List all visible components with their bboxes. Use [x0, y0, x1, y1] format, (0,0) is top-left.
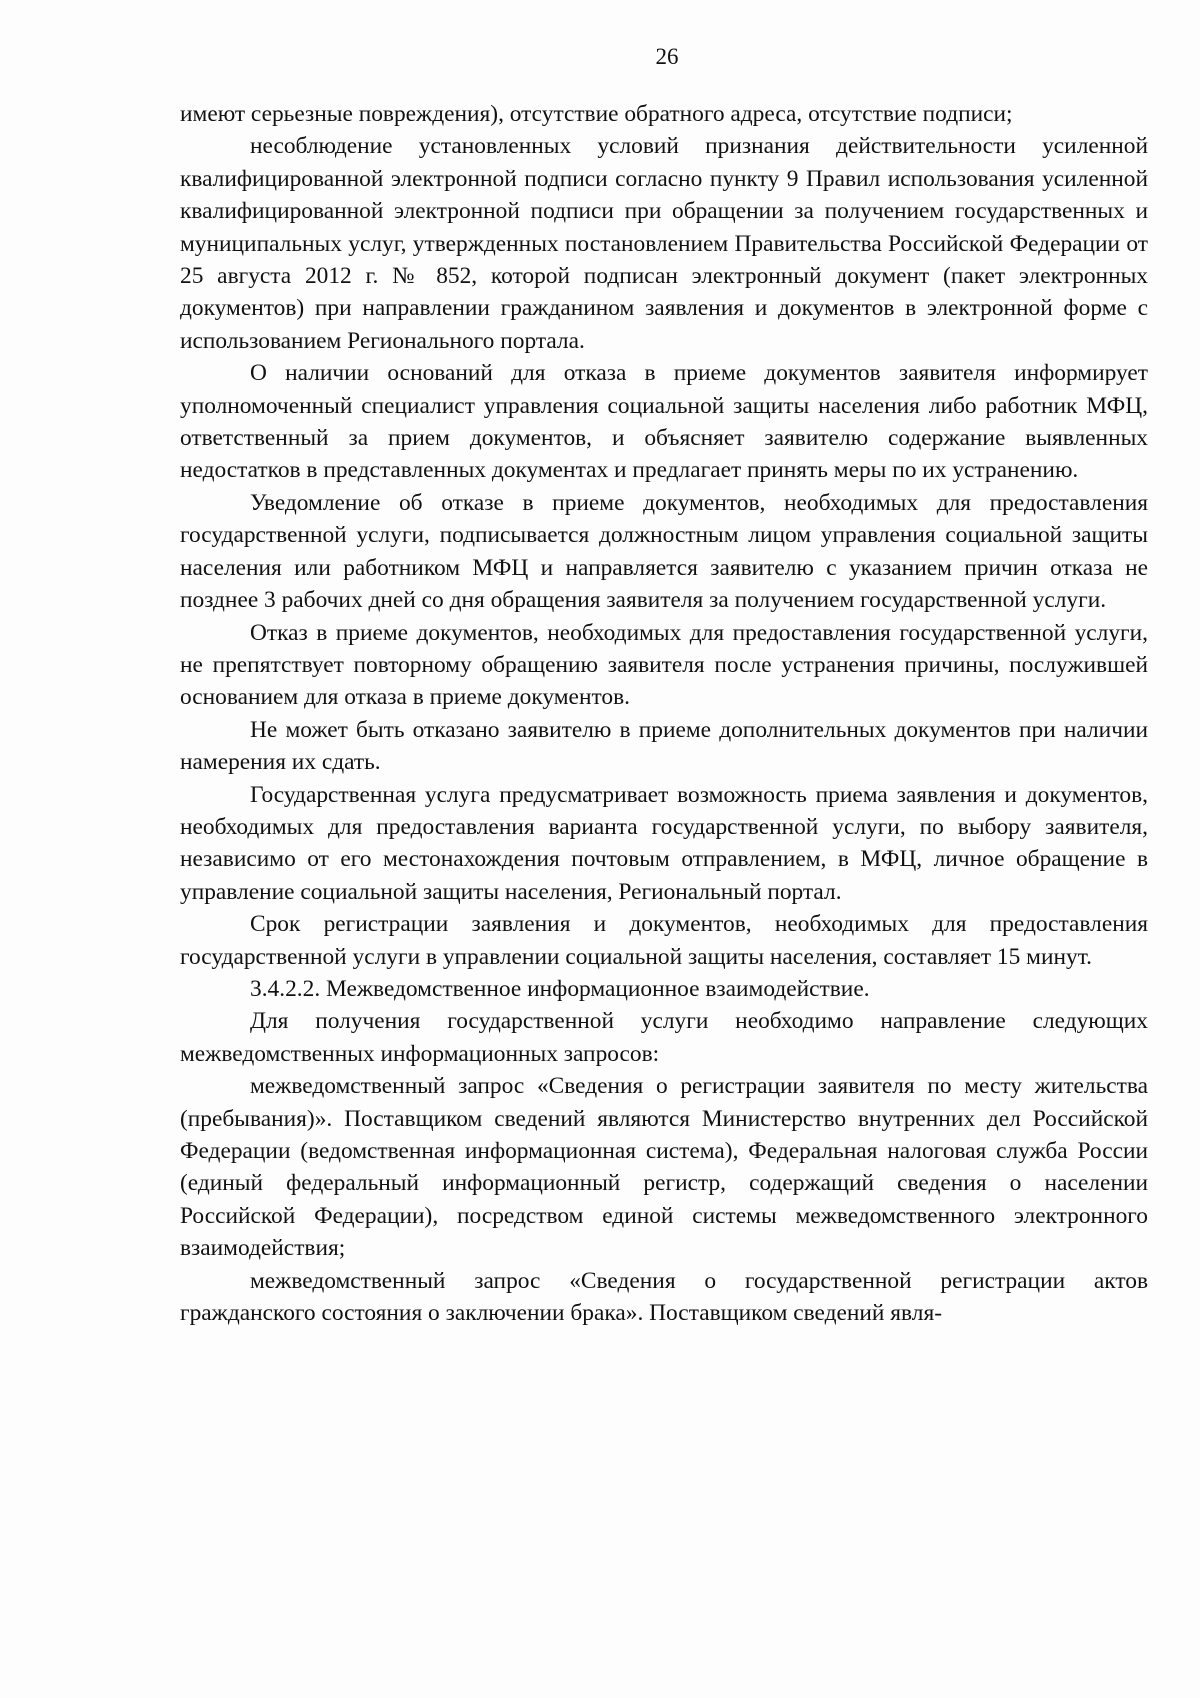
page-number: 26 [655, 44, 679, 69]
paragraph: межведомственный запрос «Сведения о государственной регистрации актов гражданского состояния о заключении брака». Поставщиком сведений явля- [180, 1267, 1148, 1327]
section-heading: 3.4.2.2. Межведомственное информационное взаимодействие. [250, 975, 870, 1002]
document-body [180, 98, 1148, 1329]
paragraph: несоблюдение установленных условий признания действительности усиленной квалифицированной электронной подписи согласно пункту 9 Правил использования усиленной квалифицированной электронной подписи при обращении за получением государственных и муниципальных услуг, утвержденных постановлением Правительства Российской Федерации от 25 августа 2012 г. № 852, которой подписан электронный документ (пакет электронных документов) при направлении гражданином заявления и документов в электронной форме с использованием Регионального портала. [180, 133, 1148, 354]
paragraph: Не может быть отказано заявителю в приеме дополнительных документов при наличии намерения их сдать. [180, 716, 1148, 776]
paragraph: Государственная услуга предусматривает возможность приема заявления и документов, необходимых для предоставления варианта государственной услуги, по выбору заявителя, независимо от его местонахождения почтовым отправлением, в МФЦ, личное обращение в управление социальной защиты населения, Региональный портал. [180, 781, 1148, 905]
paragraph: Для получения государственной услуги необходимо направление следующих межведомственных информационных запросов: [180, 1008, 1148, 1067]
paragraph: межведомственный запрос «Сведения о регистрации заявителя по месту жительства (пребывания)». Поставщиком сведений являются Министерство внутренних дел Российской Федерации (ведомственная информационная система), Федеральная налоговая служба России (единый федеральный информационный регистр, содержащий сведения о населении Российской Федерации), посредством единой системы межведомственного электронного взаимодействия; [180, 1073, 1148, 1262]
paragraph: Отказ в приеме документов, необходимых для предоставления государственной услуги, не препятствует повторному обращению заявителя после устранения причины, послужившей основанием для отказа в приеме документов. [180, 619, 1148, 711]
paragraph: имеют серьезные повреждения), отсутствие обратного адреса, отсутствие подписи; [180, 101, 1013, 127]
paragraph: Уведомление об отказе в приеме документов, необходимых для предоставления государственной услуги, подписывается должностным лицом управления социальной защиты населения или работником МФЦ и направляется заявителю с указанием причин отказа не позднее 3 рабочих дней со дня обращения заявителя за получением государственной услуги. [180, 489, 1148, 614]
paragraph: Срок регистрации заявления и документов, необходимых для предоставления государственной услуги в управлении социальной защиты населения, составляет 15 минут. [180, 911, 1148, 970]
paragraph: О наличии оснований для отказа в приеме документов заявителя информирует уполномоченный специалист управления социальной защиты населения либо работник МФЦ, ответственный за прием документов, и объясняет заявителю содержание выявленных недостатков в представленных документах и предлагает принять меры по их устранению. [180, 360, 1148, 484]
